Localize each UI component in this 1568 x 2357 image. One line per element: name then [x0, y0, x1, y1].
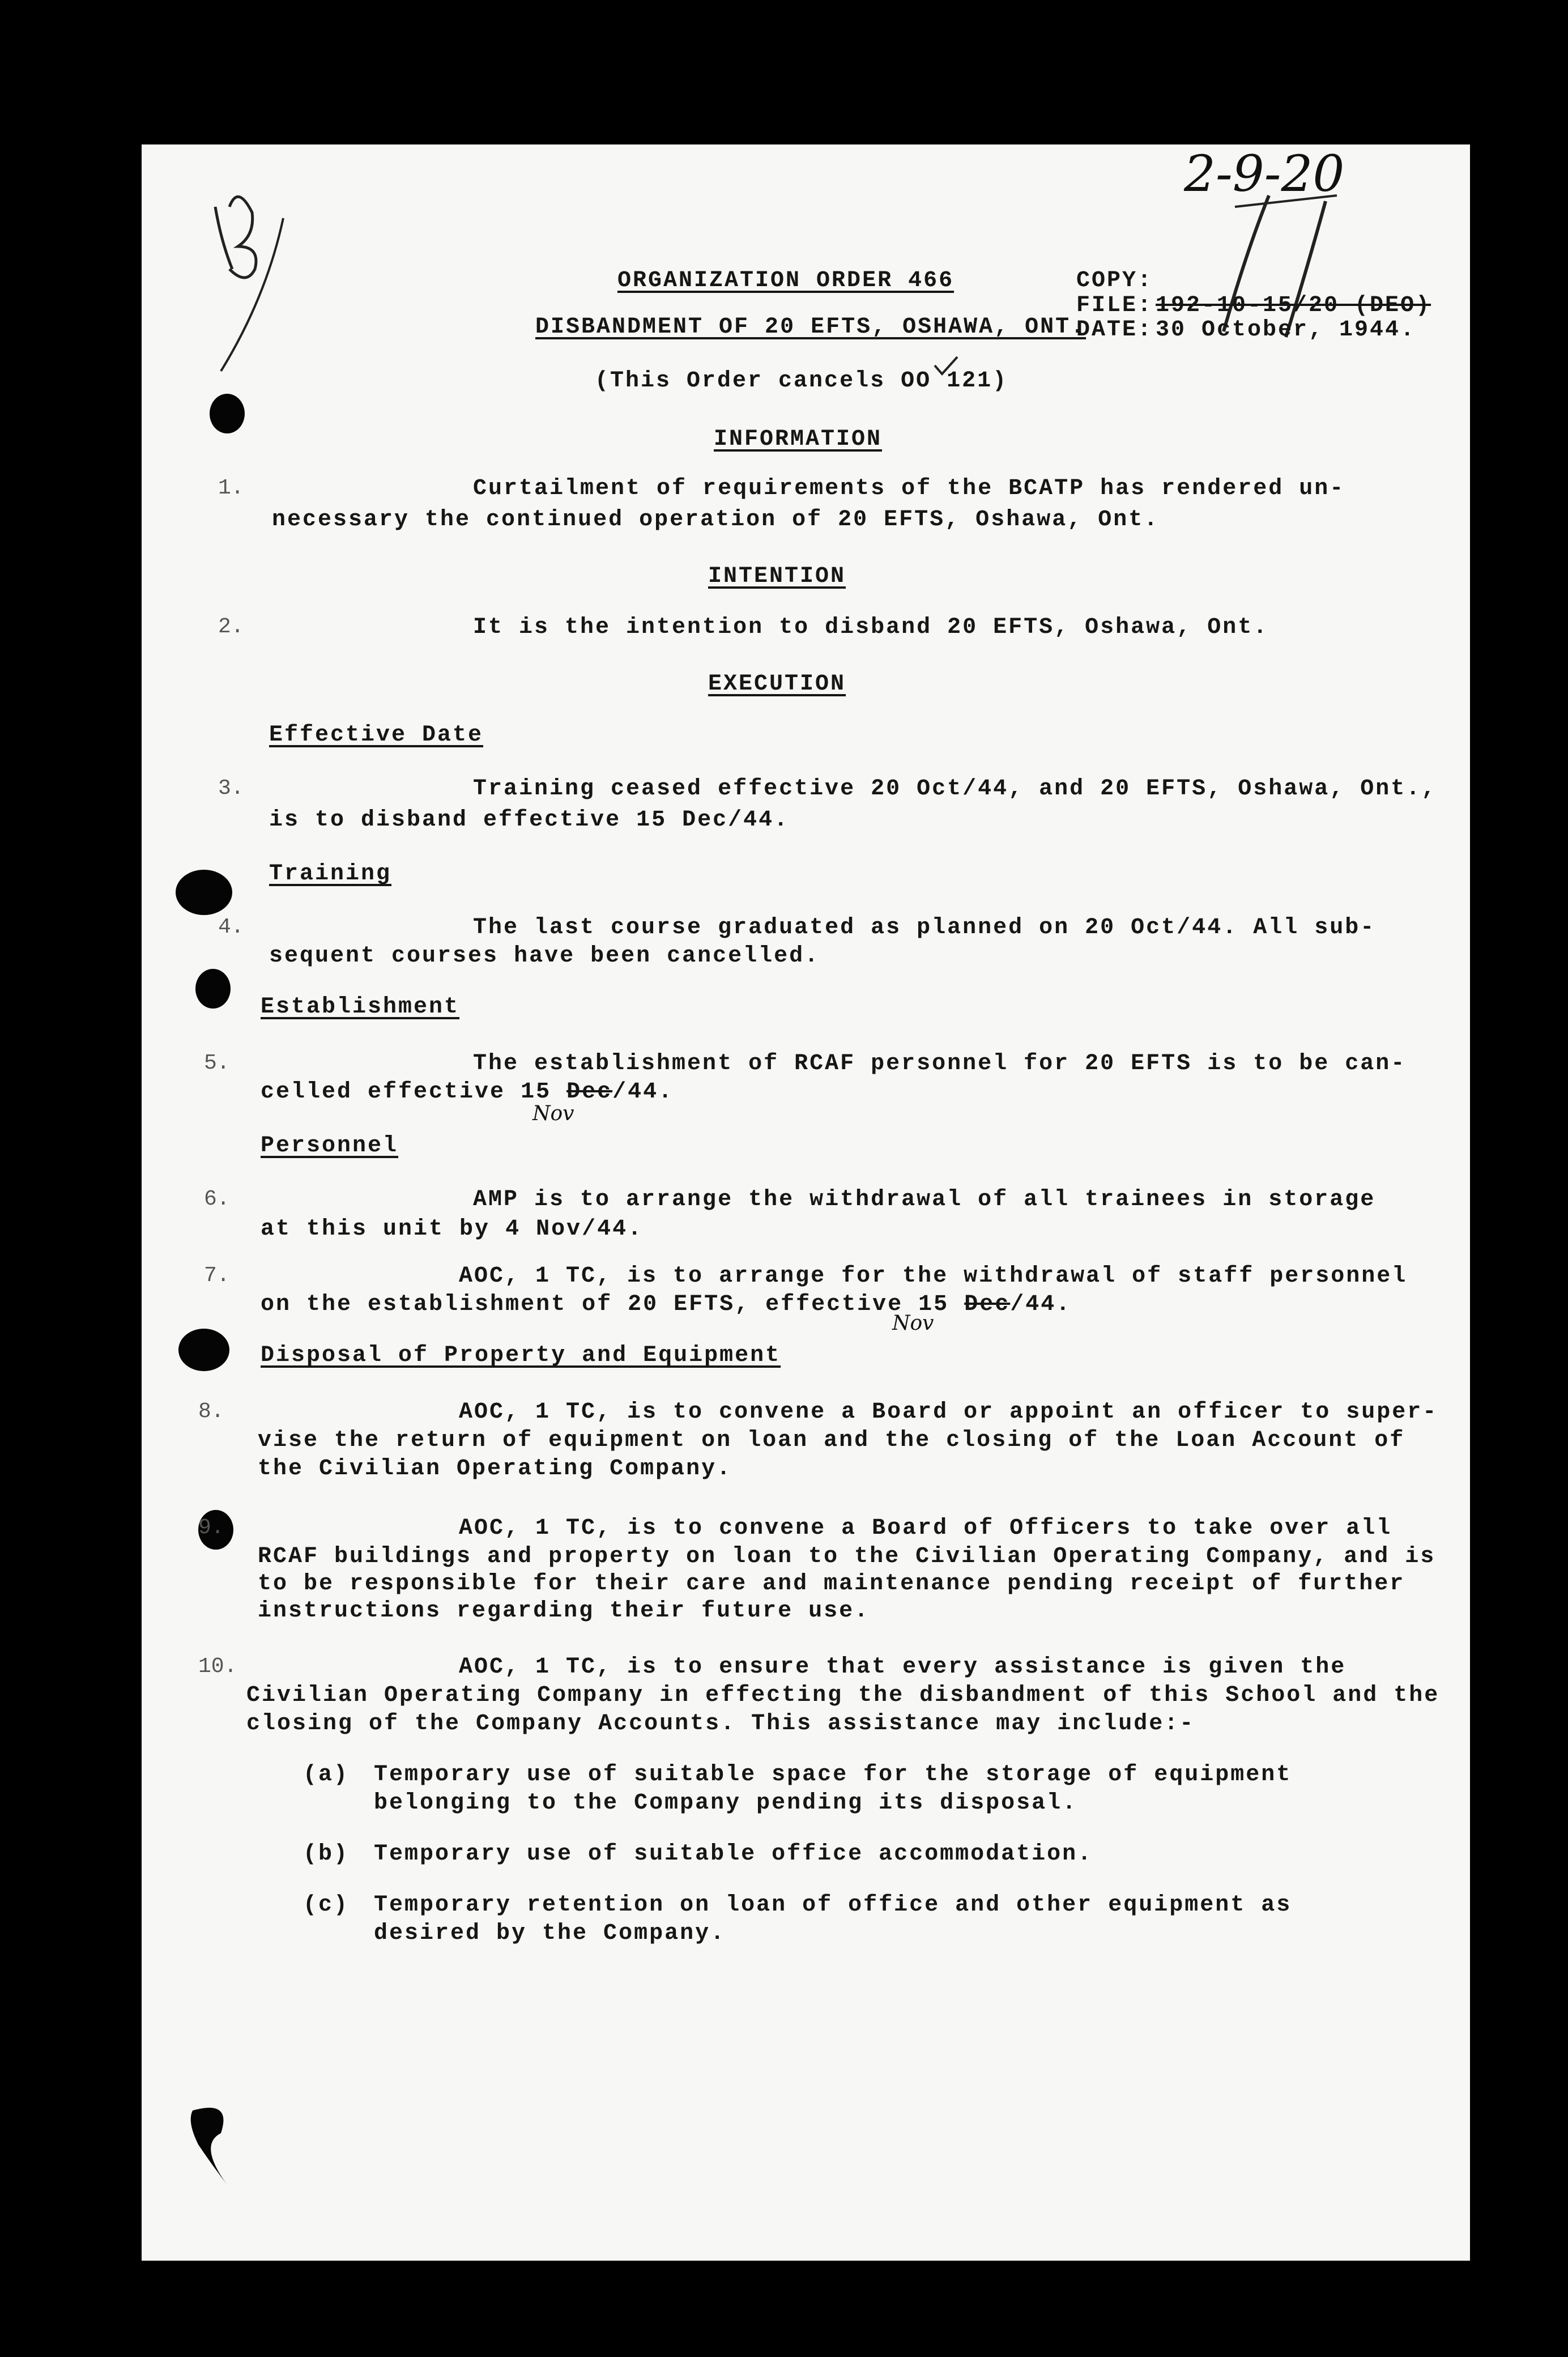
handwritten-reference: 2-9-20 [1184, 144, 1345, 203]
order-date: 30 October, 1944. [1156, 317, 1416, 343]
corner-handwriting-mark [198, 173, 312, 377]
paragraph-1-line-2: necessary the continued operation of 20 EFTS, Oshawa, Ont. [272, 507, 1160, 533]
paragraph-10-line-2: Civilian Operating Company in effecting the disbandment of this School and the [246, 1683, 1440, 1708]
section-heading-information: INFORMATION [714, 427, 883, 452]
sub-item-a-line-1: Temporary use of suitable space for the storage of equipment [374, 1762, 1292, 1788]
paragraph-number: 3. [218, 776, 244, 801]
paragraph-number: 10. [198, 1654, 237, 1679]
paragraph-10-line-1: AOC, 1 TC, is to ensure that every assistance is given the [459, 1654, 1347, 1680]
paragraph-9-line-4: instructions regarding their future use. [258, 1598, 870, 1624]
paragraph-6-line-1: AMP is to arrange the withdrawal of all trainees in storage [473, 1187, 1376, 1212]
paragraph-4-line-2: sequent courses have been cancelled. [269, 943, 820, 969]
handwritten-correction: Nov [892, 1312, 934, 1335]
paragraph-5-line-1: The establishment of RCAF personnel for 20 EFTS is to be can- [473, 1051, 1407, 1077]
subheading-disposal: Disposal of Property and Equipment [261, 1343, 781, 1368]
copy-label: COPY: [1076, 268, 1153, 293]
paragraph-8-line-1: AOC, 1 TC, is to convene a Board or appoint an officer to super- [459, 1399, 1438, 1425]
paragraph-9-line-3: to be responsible for their care and maintenance pending receipt of further [258, 1571, 1405, 1597]
handwritten-correction: Nov [532, 1102, 574, 1125]
subheading-effective-date: Effective Date [269, 722, 484, 748]
section-heading-execution: EXECUTION [708, 671, 846, 697]
paragraph-7-line-2 [261, 1292, 1071, 1317]
paragraph-number: 4. [218, 915, 244, 939]
punch-hole [176, 870, 232, 915]
paragraph-number: 6. [204, 1187, 230, 1211]
order-title: ORGANIZATION ORDER 466 [617, 268, 955, 293]
paragraph-number: 1. [218, 476, 244, 500]
subheading-training: Training [269, 861, 392, 887]
section-heading-intention: INTENTION [708, 564, 846, 589]
handwritten-corner-note [195, 198, 203, 205]
subheading-personnel: Personnel [261, 1133, 399, 1159]
sub-item-label: (c) [303, 1892, 350, 1918]
order-subject: DISBANDMENT OF 20 EFTS, OSHAWA, ONT. [535, 314, 1086, 340]
paragraph-number: 8. [198, 1399, 224, 1424]
paragraph-3-line-2: is to disband effective 15 Dec/44. [269, 807, 790, 833]
paragraph-9-line-1: AOC, 1 TC, is to convene a Board of Officers to take over all [459, 1516, 1392, 1541]
subheading-establishment: Establishment [261, 994, 460, 1020]
document-page [142, 144, 1470, 2261]
paragraph-1-line-1: Curtailment of requirements of the BCATP has rendered un- [473, 476, 1345, 501]
sub-item-c-line-2: desired by the Company. [374, 1921, 726, 1946]
date-label: DATE: [1076, 317, 1153, 343]
struck-month: Dec [566, 1079, 613, 1105]
paragraph-8-line-3: the Civilian Operating Company. [258, 1456, 732, 1482]
paragraph-8-line-2: vise the return of equipment on loan and the closing of the Loan Account of [258, 1428, 1405, 1453]
cancels-note: (This Order cancels OO 121) [595, 368, 1008, 394]
sub-item-label: (b) [303, 1841, 350, 1867]
struck-month: Dec [964, 1292, 1011, 1317]
paragraph-number: 7. [204, 1263, 230, 1288]
paragraph-5-text: celled effective 15 [261, 1079, 567, 1105]
punch-hole [178, 1329, 229, 1371]
paragraph-7-line-1: AOC, 1 TC, is to arrange for the withdrawal of staff personnel [459, 1263, 1408, 1289]
paragraph-6-line-2: at this unit by 4 Nov/44. [261, 1216, 644, 1242]
file-number: 192-10-15/20 (DEO) [1156, 293, 1431, 318]
paragraph-2-line-1: It is the intention to disband 20 EFTS, Oshawa, Ont. [473, 615, 1269, 640]
paragraph-3-line-1: Training ceased effective 20 Oct/44, and 20 EFTS, Oshawa, Ont., [473, 776, 1437, 802]
file-label: FILE: [1076, 293, 1153, 318]
sub-item-c-line-1: Temporary retention on loan of office and other equipment as [374, 1892, 1292, 1918]
punch-hole [210, 394, 245, 433]
paragraph-9-line-2: RCAF buildings and property on loan to the Civilian Operating Company, and is [258, 1544, 1436, 1569]
paragraph-5-line-2 [261, 1079, 674, 1105]
paragraph-7-text: on the establishment of 20 EFTS, effective 15 [261, 1292, 965, 1317]
paragraph-number: 9. [198, 1516, 224, 1540]
punch-hole [195, 969, 231, 1009]
sub-item-a-line-2: belonging to the Company pending its disposal. [374, 1790, 1078, 1816]
paragraph-7-tail: /44. [1010, 1292, 1072, 1317]
sub-item-b-line-1: Temporary use of suitable office accommodation. [374, 1841, 1093, 1867]
paragraph-number: 5. [204, 1051, 230, 1075]
sub-item-label: (a) [303, 1762, 350, 1788]
paragraph-5-tail: /44. [612, 1079, 674, 1105]
paragraph-10-line-3: closing of the Company Accounts. This assistance may include:- [246, 1711, 1195, 1737]
check-mark [932, 354, 960, 377]
paragraph-4-line-1: The last course graduated as planned on 20 Oct/44. All sub- [473, 915, 1376, 941]
bottom-dark-mark [176, 2094, 255, 2207]
paragraph-number: 2. [218, 615, 244, 639]
